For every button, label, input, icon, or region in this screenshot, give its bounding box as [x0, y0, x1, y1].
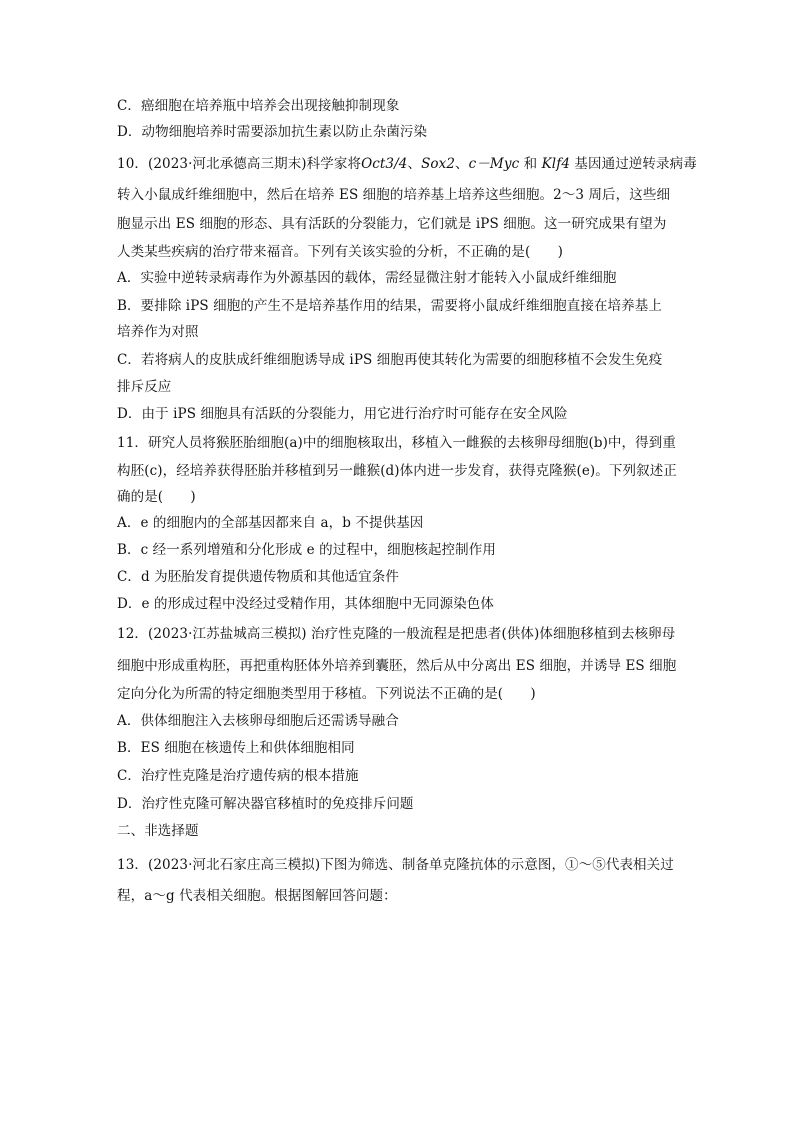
question-11-stem-line-2: 构胚(c)，经培养获得胚胎并移植到另一雌猴(d)体内进一步发育，获得克隆猴(e)。下列叙述正 — [117, 463, 677, 479]
question-10-stem-line-1 — [117, 154, 697, 174]
question-10-stem-line-2: 转入小鼠成纤维细胞中，然后在培养 ES 细胞的培养基上培养这些细胞。2～3 周后，这些细 — [117, 187, 671, 203]
gene-cmyc: c－Myc — [468, 156, 520, 172]
question-12-stem-line-2: 细胞中形成重构胚，再把重构胚体外培养到囊胚，然后从中分离出 ES 细胞，并诱导 ES 细胞 — [117, 658, 677, 674]
question-11-stem-line-1: 11．研究人员将猴胚胎细胞(a)中的细胞核取出，移植入一雌猴的去核卵母细胞(b)中，得到重 — [117, 435, 676, 451]
separator: 和 — [519, 156, 542, 172]
question-10-source: 10．(2023·河北承德高三期末)科学家将 — [117, 156, 362, 172]
option-d-q9: D．动物细胞培养时需要添加抗生素以防止杂菌污染 — [117, 124, 428, 140]
question-12-stem-line-3: 定向分化为所需的特定细胞类型用于移植。下列说法不正确的是( ) — [117, 686, 536, 702]
option-c-q12: C．治疗性克隆是治疗遗传病的根本措施 — [117, 768, 359, 784]
option-c-q10-line-1: C．若将病人的皮肤成纤维细胞诱导成 iPS 细胞再使其转化为需要的细胞移植不会发生免疫 — [117, 352, 663, 368]
option-d-q12: D．治疗性克隆可解决器官移植时的免疫排斥问题 — [117, 796, 414, 812]
gene-oct34: Oct3/4 — [361, 156, 408, 172]
option-b-q11: B．c 经一系列增殖和分化形成 e 的过程中，细胞核起控制作用 — [117, 542, 496, 558]
option-b-q12: B．ES 细胞在核遗传上和供体细胞相同 — [117, 740, 355, 756]
option-b-q10-line-2: 培养作为对照 — [117, 324, 199, 340]
gene-klf4: Klf4 — [541, 156, 571, 172]
section-heading-non-choice: 二、非选择题 — [117, 823, 199, 839]
gene-sox2: Sox2 — [421, 156, 456, 172]
option-a-q12: A．供体细胞注入去核卵母细胞后还需诱导融合 — [117, 713, 399, 729]
option-d-q10: D．由于 iPS 细胞具有活跃的分裂能力，用它进行治疗时可能存在安全风险 — [117, 406, 568, 422]
question-10-stem-line-3: 胞显示出 ES 细胞的形态、具有活跃的分裂能力，它们就是 iPS 细胞。这一研究成果有望为 — [117, 216, 667, 232]
question-13-stem-line-2: 程，a～g 代表相关细胞。根据图解回答问题： — [117, 888, 397, 904]
question-13-stem-line-1: 13．(2023·河北石家庄高三模拟)下图为筛选、制备单克隆抗体的示意图，①～⑤代表相关过 — [117, 857, 674, 873]
question-11-stem-line-3: 确的是( ) — [117, 489, 196, 505]
separator: 、 — [407, 156, 422, 172]
question-10-stem-tail: 基因通过逆转录病毒 — [570, 156, 697, 172]
separator: 、 — [455, 156, 469, 172]
option-c-q11: C．d 为胚胎发育提供遗传物质和其他适宜条件 — [117, 569, 399, 585]
option-d-q11: D．e 的形成过程中没经过受精作用，其体细胞中无同源染色体 — [117, 596, 495, 612]
option-a-q10: A．实验中逆转录病毒作为外源基因的载体，需经显微注射才能转入小鼠成纤维细胞 — [117, 270, 617, 286]
option-c-q10-line-2: 排斥反应 — [117, 379, 172, 395]
option-c-q9: C．癌细胞在培养瓶中培养会出现接触抑制现象 — [117, 98, 400, 114]
option-b-q10-line-1: B．要排除 iPS 细胞的产生不是培养基作用的结果，需要将小鼠成纤维细胞直接在培养基上 — [117, 298, 662, 314]
question-12-stem-line-1: 12．(2023·江苏盐城高三模拟) 治疗性克隆的一般流程是把患者(供体)体细胞移植到去核卵母 — [117, 626, 676, 642]
question-10-stem-line-4: 人类某些疾病的治疗带来福音。下列有关该实验的分析，不正确的是( ) — [117, 244, 563, 260]
option-a-q11: A．e 的细胞内的全部基因都来自 a，b 不提供基因 — [117, 515, 424, 531]
